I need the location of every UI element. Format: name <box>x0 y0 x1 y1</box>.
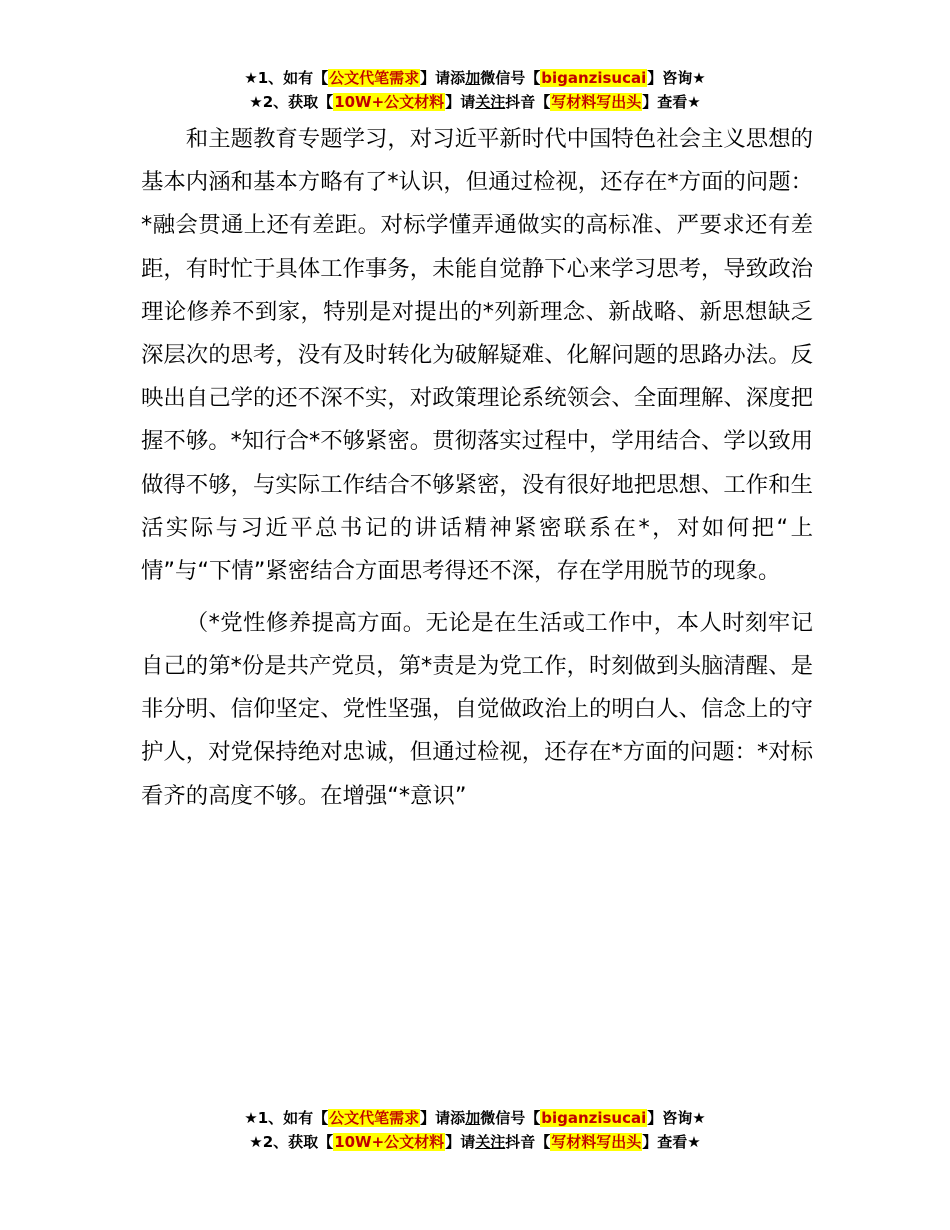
promo-text: 】请添 <box>420 1109 466 1127</box>
promo-text: 抖音【 <box>505 1133 551 1151</box>
promo-prefix: ★2、获取【 <box>249 1133 334 1151</box>
promo-prefix: ★1、如有【 <box>244 1109 329 1127</box>
promo-text: 】请添 <box>420 69 466 87</box>
promo-highlight-douyin-account: 写材料写出头 <box>551 1133 642 1151</box>
promo-text: 微信号【 <box>480 1109 541 1127</box>
body-paragraph-2: （*党性修养提高方面。无论是在生活或工作中，本人时刻牢记自己的第*份是共产党员，第*责是为党工作，时刻做到头脑清醒、是非分明、信仰坚定、党性坚强，自觉做政治上的明白人、信念上的守护人，对党保持绝对忠诚，但通过检视，还存在*方面的问题：*对标看齐的高度不够。在增强“*意识” <box>141 609 813 809</box>
promo-underlined-text: 关注 <box>475 93 506 111</box>
promo-highlight: 10W+公文材料 <box>334 1133 445 1151</box>
promo-text: 微信号【 <box>480 69 541 87</box>
promo-highlight: 公文代笔需求 <box>329 1109 420 1127</box>
promo-highlight-douyin-account: 写材料写出头 <box>551 93 642 111</box>
promo-highlight-wechat-id: biganzisucai <box>541 1109 647 1127</box>
footer-promo-line-1 <box>0 1106 950 1130</box>
promo-underlined-text: 加 <box>465 69 481 87</box>
document-body <box>141 118 813 818</box>
header-promo-line-2 <box>0 90 950 114</box>
promo-highlight: 10W+公文材料 <box>334 93 445 111</box>
promo-highlight: 公文代笔需求 <box>329 69 420 87</box>
header-promo <box>0 66 950 114</box>
promo-suffix: 】咨询★ <box>647 1109 706 1127</box>
promo-highlight-wechat-id: biganzisucai <box>541 69 647 87</box>
promo-text: 抖音【 <box>505 93 551 111</box>
promo-suffix: 】查看★ <box>642 93 701 111</box>
promo-prefix: ★2、获取【 <box>249 93 334 111</box>
promo-text: 】请 <box>445 93 476 111</box>
promo-underlined-text: 关注 <box>475 1133 506 1151</box>
promo-prefix: ★1、如有【 <box>244 69 329 87</box>
promo-underlined-text: 加 <box>465 1109 481 1127</box>
promo-suffix: 】咨询★ <box>647 69 706 87</box>
body-paragraph-1: 和主题教育专题学习，对习近平新时代中国特色社会主义思想的基本内涵和基本方略有了*认识，但通过检视，还存在*方面的问题：*融会贯通上还有差距。对标学懂弄通做实的高标准、严要求还有差距，有时忙于具体工作事务，未能自觉静下心来学习思考，导致政治理论修养不到家，特别是对提出的*列新理念、新战略、新思想缺乏深层次的思考，没有及时转化为破解疑难、化解问题的思路办法。反映出自己学的还不深不实，对政策理论系统领会、全面理解、深度把握不够。*知行合*不够紧密。贯彻落实过程中，学用结合、学以致用做得不够，与实际工作结合不够紧密，没有很好地把思想、工作和生活实际与习近平总书记的讲话精神紧密联系在*，对如何把“上情”与“下情”紧密结合方面思考得还不深，存在学用脱节的现象。 <box>141 126 813 585</box>
header-promo-line-1 <box>0 66 950 90</box>
promo-text: 】请 <box>445 1133 476 1151</box>
footer-promo-line-2 <box>0 1130 950 1154</box>
promo-suffix: 】查看★ <box>642 1133 701 1151</box>
footer-promo <box>0 1106 950 1154</box>
